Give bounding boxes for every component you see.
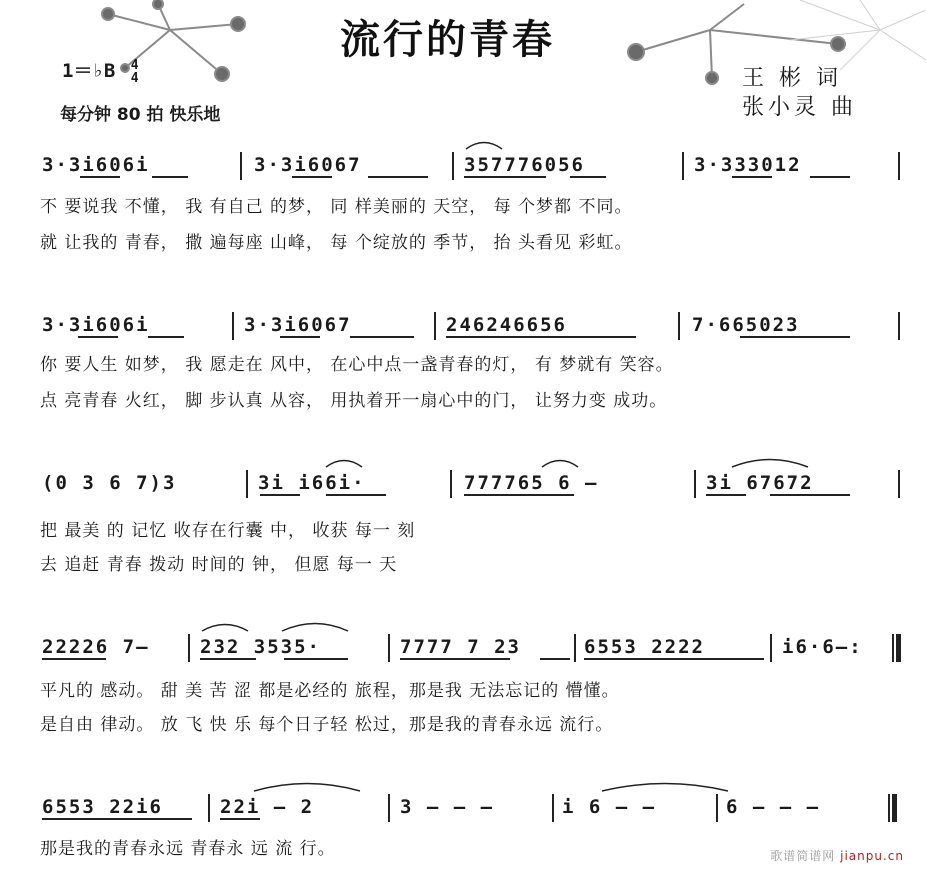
lyric-line-1: 平凡的 感动。 甜 美 苦 涩 都是必经的 旅程，那是我 无法忘记的 懵懂。 bbox=[40, 681, 620, 701]
lyric-line-2: 去 追赶 青春 拨动 时间的 钟， 但愿 每一 天 bbox=[40, 555, 398, 575]
measure: 7777 7 23 bbox=[400, 636, 521, 658]
measure: 22i – 2 bbox=[220, 796, 315, 818]
time-signature bbox=[131, 59, 139, 85]
measure: 7·665023 bbox=[692, 314, 800, 336]
measure: 6553 22i6 bbox=[42, 796, 163, 818]
measure: 22226 7– bbox=[42, 636, 150, 658]
tie-slur bbox=[280, 620, 350, 632]
lyricist: 王 彬 词 bbox=[742, 66, 842, 91]
lyric-line-2: 是自由 律动。 放 飞 快 乐 每个日子轻 松过，那是我的青春永远 流行。 bbox=[40, 715, 614, 735]
song-title: 流行的青春 bbox=[340, 17, 555, 63]
site-watermark bbox=[770, 847, 904, 864]
tie-slur bbox=[600, 780, 730, 792]
tie-slur bbox=[540, 456, 580, 468]
tie-slur bbox=[730, 456, 810, 468]
rhythm-underlines bbox=[40, 336, 902, 344]
credits bbox=[742, 64, 857, 122]
rhythm-underlines bbox=[40, 494, 902, 502]
measure: 3i 67672 bbox=[706, 472, 814, 494]
measure: i6·6–: bbox=[782, 636, 863, 658]
rhythm-underlines bbox=[40, 176, 902, 184]
rhythm-underlines bbox=[40, 658, 902, 666]
measure: 357776056 bbox=[464, 154, 585, 176]
measure: 3 – – – bbox=[400, 796, 495, 818]
measure: 246246656 bbox=[446, 314, 567, 336]
tie-slur bbox=[464, 138, 504, 150]
measure: 3·3i606i bbox=[42, 314, 150, 336]
watermark-url: jianpu.cn bbox=[840, 849, 904, 863]
time-top: 4 bbox=[130, 57, 139, 73]
tie-slur bbox=[252, 780, 362, 792]
measure: 6 – – – bbox=[726, 796, 821, 818]
tie-slur bbox=[324, 456, 364, 468]
lyric-line-1: 那是我的青春永远 青春永 远 流 行。 bbox=[40, 839, 336, 859]
measure: (0 3 6 7)3 bbox=[42, 472, 177, 494]
notation-line bbox=[40, 148, 902, 182]
measure: 3·333012 bbox=[694, 154, 802, 176]
measure: 6553 2222 bbox=[584, 636, 705, 658]
rhythm-underlines bbox=[40, 818, 902, 826]
watermark-text: 歌谱简谱网 bbox=[770, 849, 836, 863]
tempo-marking: 每分钟 80 拍 快乐地 bbox=[60, 105, 221, 125]
measure: 3i i66i· bbox=[258, 472, 366, 494]
notation-line bbox=[40, 466, 902, 500]
notation-line bbox=[40, 308, 902, 342]
lyric-line-1: 你 要人生 如梦， 我 愿走在 风中， 在心中点一盏青春的灯， 有 梦就有 笑容。 bbox=[40, 355, 674, 375]
measure: i 6 – – bbox=[562, 796, 657, 818]
lyric-line-2: 点 亮青春 火红， 脚 步认真 从容， 用执着开一扇心中的门， 让努力变 成功。 bbox=[40, 391, 668, 411]
measure: 777765 6 – bbox=[464, 472, 599, 494]
lyric-line-1: 把 最美 的 记忆 收存在行囊 中， 收获 每一 刻 bbox=[40, 521, 416, 541]
notation-line bbox=[40, 630, 902, 664]
measure: 3·3i606i bbox=[42, 154, 150, 176]
time-bottom: 4 bbox=[130, 70, 139, 86]
notation-line bbox=[40, 790, 902, 824]
measure: 232 3535· bbox=[200, 636, 321, 658]
lyric-line-2: 就 让我的 青春， 撒 遍每座 山峰， 每 个绽放的 季节， 抬 头看见 彩虹。 bbox=[40, 233, 633, 253]
composer: 张小灵 曲 bbox=[742, 95, 857, 120]
lyric-line-1: 不 要说我 不懂， 我 有自己 的梦， 同 样美丽的 天空， 每 个梦都 不同。 bbox=[40, 197, 633, 217]
key-signature bbox=[62, 56, 139, 85]
tie-slur bbox=[200, 620, 250, 632]
measure: 3·3i6067 bbox=[244, 314, 352, 336]
measure: 3·3i6067 bbox=[254, 154, 362, 176]
key-label: 1＝♭B bbox=[62, 60, 116, 82]
